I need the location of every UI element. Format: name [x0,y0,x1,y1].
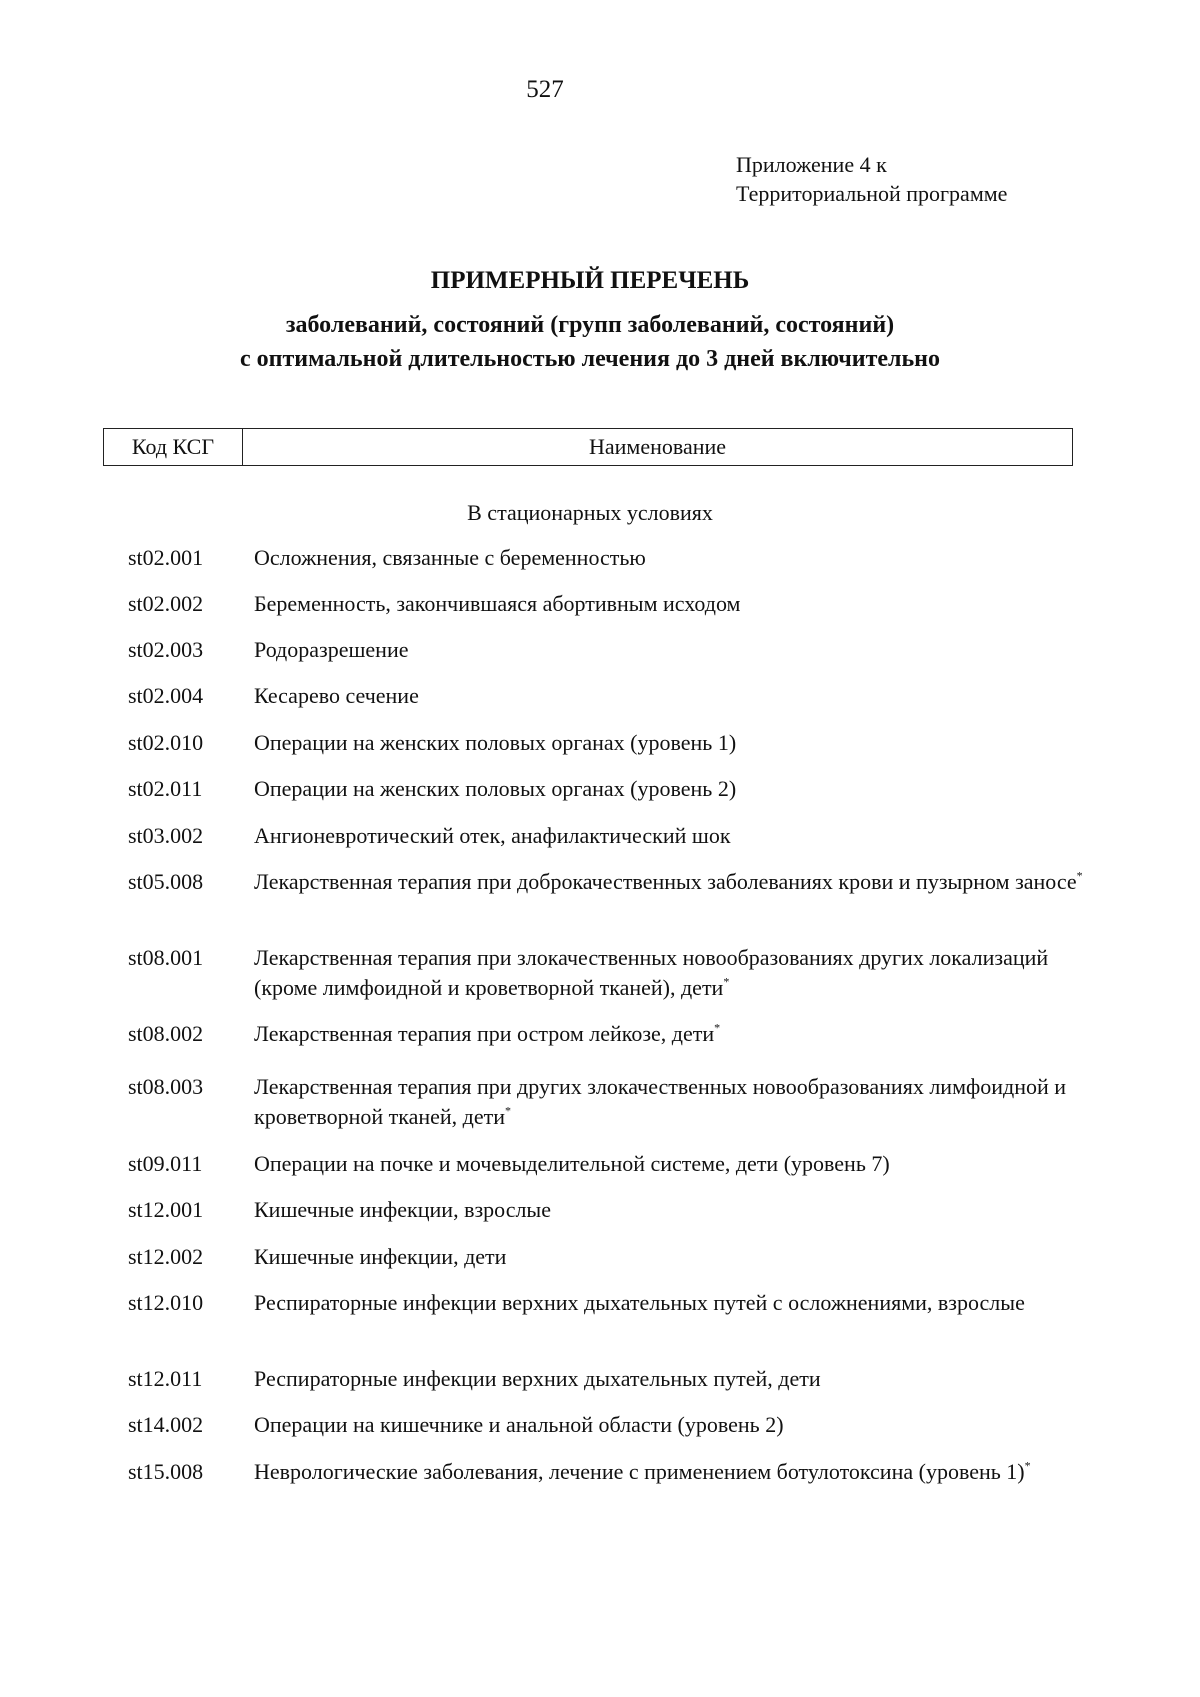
row-name [254,1364,1084,1394]
row-name-text: Осложнения, связанные с беременностью [254,545,646,570]
row-name [254,1410,1084,1440]
document-subtitle-line-2: с оптимальной длительностью лечения до 3 дней включительно [239,346,941,372]
row-code: st02.002 [128,591,204,616]
row-name-text: Лекарственная терапия при других злокачественных новообразованиях лимфоидной и кроветворной тканей, дети [254,1074,1067,1129]
row-name-text: Лекарственная терапия при злокачественных новообразованиях других локализаций (кроме лимфоидной и кроветворной тканей), дети [254,945,1049,1000]
row-name-text: Респираторные инфекции верхних дыхательных путей, дети [254,1366,821,1391]
row-name-text: Родоразрешение [254,637,409,662]
section-heading: В стационарных условиях [467,500,713,525]
row-name [254,1019,1084,1049]
document-title: ПРИМЕРНЫЙ ПЕРЕЧЕНЬ [430,267,750,294]
row-code: st09.011 [128,1151,203,1176]
row-name [254,681,1084,711]
row-name-text: Операции на женских половых органах (уровень 2) [254,776,737,801]
appendix-line-2: Территориальной программе [736,181,1008,206]
footnote-marker: * [723,974,730,989]
header-name: Наименование [588,434,727,459]
row-code: st08.001 [128,945,204,970]
row-code: st02.004 [128,683,204,708]
row-code: st12.002 [128,1244,204,1269]
footnote-marker: * [1076,868,1083,883]
row-name-text: Беременность, закончившаяся абортивным исходом [254,591,741,616]
row-code: st02.011 [128,776,203,801]
row-name [254,589,1084,619]
row-code: st02.010 [128,730,204,755]
row-name-text: Ангионевротический отек, анафилактический шок [254,823,731,848]
row-name [254,1149,1084,1179]
row-name-text: Операции на почке и мочевыделительной системе, дети (уровень 7) [254,1151,890,1176]
row-name [254,543,1084,573]
row-name-text: Операции на кишечнике и анальной области (уровень 2) [254,1412,784,1437]
footnote-marker: * [1024,1458,1031,1473]
row-name-text: Кишечные инфекции, взрослые [254,1197,551,1222]
appendix-note [736,150,1007,208]
appendix-line-1: Приложение 4 к [736,152,887,177]
row-code: st12.001 [128,1197,204,1222]
row-name [254,821,1084,851]
row-name [254,1195,1084,1225]
row-name-text: Лекарственная терапия при остром лейкозе, дети [254,1021,715,1046]
document-subtitle-line-1: заболеваний, состояний (групп заболеваний, состояний) [285,312,895,338]
row-code: st14.002 [128,1412,204,1437]
row-name [254,728,1084,758]
header-code: Код КСГ [104,429,243,465]
row-name [254,635,1084,665]
row-name-text: Операции на женских половых органах (уровень 1) [254,730,737,755]
row-name [254,774,1084,804]
row-code: st15.008 [128,1459,204,1484]
table-header [103,428,1073,466]
row-name [254,1072,1084,1132]
row-name [254,1457,1084,1487]
footnote-marker: * [505,1103,512,1118]
row-name [254,1242,1084,1272]
row-code: st03.002 [128,823,204,848]
row-code: st08.003 [128,1074,204,1099]
row-name-text: Лекарственная терапия при доброкачественных заболеваниях крови и пузырном заносе [254,869,1077,894]
row-code: st08.002 [128,1021,204,1046]
row-name-text: Кесарево сечение [254,683,419,708]
row-name [254,943,1084,1003]
footnote-marker: * [714,1020,721,1035]
row-name [254,1288,1084,1318]
row-name-text: Кишечные инфекции, дети [254,1244,507,1269]
row-code: st02.003 [128,637,204,662]
row-code: st12.010 [128,1290,204,1315]
row-code: st02.001 [128,545,204,570]
row-name-text: Неврологические заболевания, лечение с применением ботулотоксина (уровень 1) [254,1459,1025,1484]
row-code: st05.008 [128,869,204,894]
row-name-text: Респираторные инфекции верхних дыхательных путей с осложнениями, взрослые [254,1290,1025,1315]
row-name [254,867,1084,897]
row-code: st12.011 [128,1366,203,1391]
page-number: 527 [526,76,564,103]
